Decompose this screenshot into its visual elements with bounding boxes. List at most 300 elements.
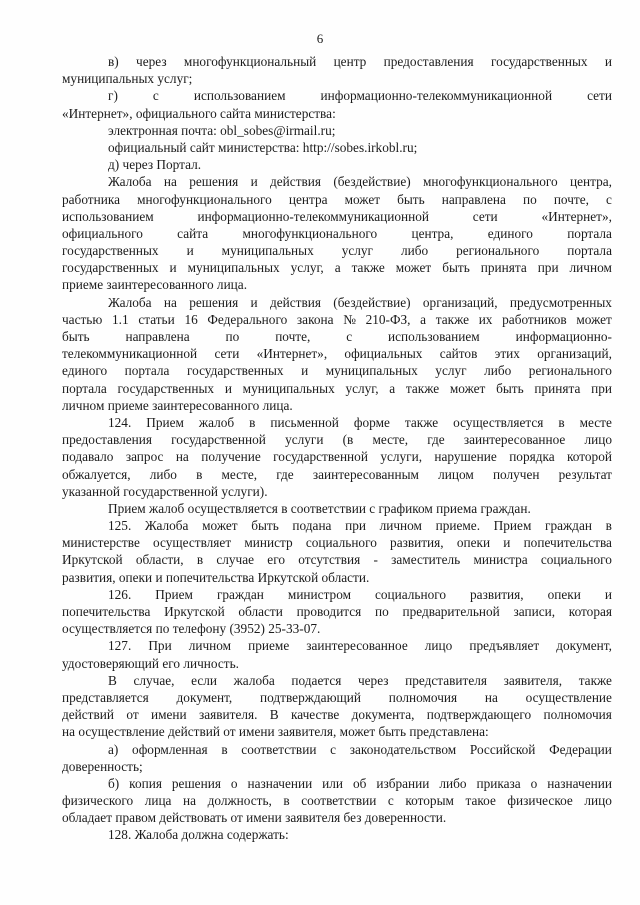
word: при	[591, 380, 612, 396]
text-line	[62, 517, 612, 534]
word: также	[404, 414, 439, 430]
word: а	[420, 311, 427, 327]
word: с	[152, 88, 159, 104]
word: заинтересованным	[312, 466, 419, 482]
word: случае	[216, 552, 255, 568]
word: Прием	[155, 586, 193, 602]
word: Федерального	[207, 311, 288, 327]
word: документа,	[351, 707, 415, 723]
word: действия	[270, 174, 322, 190]
word: случае,	[133, 672, 175, 688]
word: с	[387, 793, 394, 809]
word: через	[357, 672, 389, 688]
word: физическое	[507, 793, 573, 809]
word: при	[537, 260, 559, 276]
word: официального	[62, 225, 143, 241]
word: приказа	[476, 775, 521, 791]
text-line	[62, 311, 612, 328]
word: оформленная	[132, 741, 208, 757]
text-line: «Интернет», официального сайта министерства:	[62, 105, 336, 121]
word: Федерации	[549, 741, 612, 757]
word: министра	[473, 552, 528, 568]
word: на	[175, 449, 189, 465]
text-line: официальный сайт министерства: http://sobes.irkobl.ru;	[108, 139, 418, 155]
text-line	[62, 672, 612, 689]
word: единого	[62, 363, 108, 379]
word: в	[283, 793, 290, 809]
word: предоставления	[62, 432, 153, 448]
text-line: доверенность;	[62, 758, 143, 774]
text-line	[62, 551, 612, 568]
text-line: удостоверяющий его личность.	[62, 655, 239, 671]
word: с	[330, 741, 337, 757]
word: портала	[124, 363, 170, 379]
document-body	[62, 53, 612, 844]
word: работника	[62, 191, 120, 207]
word: многофункциональный	[183, 54, 317, 69]
word: государственных	[186, 363, 284, 379]
word: в)	[108, 54, 119, 69]
word: заявителя,	[503, 672, 563, 688]
word: развития,	[470, 586, 524, 602]
word: порядка	[509, 449, 555, 465]
word: быть	[496, 380, 524, 396]
text-line	[62, 448, 612, 465]
word: о	[230, 775, 238, 791]
word: такое	[465, 793, 496, 809]
word: использованием	[62, 208, 154, 224]
word: соответствии	[241, 741, 317, 757]
word: и	[250, 294, 258, 310]
word: 126.	[108, 586, 132, 602]
word: 16	[184, 311, 198, 327]
word: сайта	[177, 225, 209, 241]
word: социального	[305, 535, 377, 551]
word: многофункционального	[137, 191, 272, 207]
word: Жалоба	[144, 518, 189, 534]
word: статьи	[138, 311, 175, 327]
word: и	[250, 174, 258, 190]
word: приеме.	[435, 518, 481, 534]
word: центра,	[411, 225, 454, 241]
word: которая	[568, 604, 612, 619]
word: приеме	[248, 638, 290, 654]
word: представителя	[405, 672, 488, 688]
word: личном	[569, 260, 612, 276]
word: полномочия	[388, 689, 458, 705]
word: (в	[342, 432, 354, 448]
word: и	[604, 586, 612, 602]
word: информационно-телекоммуникационной	[197, 208, 429, 224]
word: многофункционального	[242, 225, 378, 241]
word: физического	[62, 793, 134, 809]
text-line	[62, 792, 612, 809]
word: предъявляет	[469, 638, 540, 654]
word: области	[238, 604, 283, 619]
word: которым	[405, 793, 454, 809]
word: государственных	[62, 243, 159, 259]
word: месте,	[221, 466, 258, 482]
word: работников	[502, 311, 567, 327]
word: имени	[150, 707, 187, 723]
word: документ,	[556, 638, 612, 654]
word: почте,	[275, 329, 311, 344]
word: а)	[108, 741, 119, 757]
word: по	[375, 604, 389, 619]
text-line	[62, 706, 612, 723]
word: использованием	[193, 88, 286, 104]
word: и	[169, 260, 177, 276]
text-line	[62, 87, 612, 104]
text-line	[62, 259, 612, 276]
text-line	[62, 431, 612, 448]
word: может	[576, 311, 612, 327]
word: предварительной	[402, 604, 500, 619]
text-line	[62, 53, 612, 70]
word: подается	[291, 672, 342, 688]
word: многофункционального	[422, 174, 558, 190]
word: заинтересованное	[463, 432, 566, 448]
word: 127.	[108, 638, 132, 654]
word: о	[530, 775, 538, 791]
word: социального	[540, 552, 612, 568]
word: сети	[587, 88, 612, 104]
word: услуг	[341, 243, 373, 259]
word: также	[351, 260, 385, 276]
word: назначении	[547, 775, 612, 791]
word: лицом	[438, 466, 474, 482]
word: г)	[108, 88, 118, 104]
word: на	[163, 294, 177, 310]
word: получен	[492, 466, 540, 482]
word: Иркутской	[62, 552, 123, 568]
word: частью	[62, 311, 103, 327]
word: через	[136, 54, 167, 69]
word: действий	[62, 707, 115, 723]
word: с	[346, 329, 353, 344]
word: либо	[439, 775, 467, 791]
word: также	[578, 672, 612, 688]
word: по	[225, 329, 240, 344]
word: государственной	[273, 449, 368, 465]
word: попечительства	[62, 604, 151, 619]
word: запрос	[125, 449, 164, 465]
text-line: приеме заинтересованного лица.	[62, 277, 248, 293]
text-line	[62, 775, 612, 792]
word: единого	[487, 225, 533, 241]
word: б)	[108, 775, 120, 791]
word: услуг,	[345, 380, 379, 396]
word: лицо	[584, 793, 612, 809]
word: обжалуется,	[62, 466, 131, 482]
text-line	[62, 208, 612, 225]
word: может	[202, 518, 238, 534]
word: либо	[400, 243, 429, 259]
word: проводится	[296, 604, 362, 619]
word: муниципальных	[187, 260, 280, 276]
word: документ,	[176, 689, 233, 705]
word: «Интернет»,	[541, 208, 612, 224]
word: организаций,	[422, 294, 498, 310]
word: 125.	[108, 518, 132, 534]
word: портала	[567, 243, 612, 259]
word: граждан	[216, 586, 264, 602]
word: Иркутской	[164, 604, 225, 619]
page-number: 6	[316, 31, 324, 46]
word: и	[604, 54, 612, 69]
word: законодательством	[349, 741, 457, 757]
word: 124.	[108, 414, 132, 430]
word: или	[322, 775, 344, 791]
word: назначении	[247, 775, 313, 791]
word: на	[484, 689, 498, 705]
word: форме	[353, 414, 390, 430]
word: закона	[296, 311, 334, 327]
word: их	[478, 311, 493, 327]
word: услуги	[285, 432, 324, 448]
word: может	[449, 380, 486, 396]
text-line: указанной государственной услуги).	[62, 483, 268, 499]
word: осуществляется	[453, 414, 544, 430]
word: услуг	[435, 363, 467, 379]
word: может	[395, 260, 432, 276]
word: государственной	[171, 432, 266, 448]
text-line: осуществляется по телефону (3952) 25-33-07.	[62, 621, 321, 637]
text-line: 128. Жалоба должна содержать:	[108, 827, 289, 843]
text-line	[62, 191, 612, 208]
word: опеки	[456, 535, 491, 551]
word: при	[345, 518, 366, 534]
text-line: электронная почта: obl_sobes@irmail.ru;	[108, 122, 336, 138]
word: на	[163, 174, 177, 190]
word: муниципальных	[221, 243, 314, 259]
word: а	[334, 260, 341, 276]
text-line: развития, опеки и попечительства Иркутской области.	[62, 569, 370, 585]
text-line: Прием жалоб осуществляется в соответствии с графиком приема граждан.	[108, 500, 531, 516]
word: быть	[442, 260, 470, 276]
word: официальных	[344, 346, 423, 362]
text-line	[62, 294, 612, 311]
word: об	[352, 775, 367, 791]
word: попечительства	[523, 535, 612, 551]
word: использованием	[388, 329, 480, 344]
word: где	[276, 466, 294, 482]
text-line	[62, 345, 612, 362]
text-line: муниципальных услуг;	[62, 71, 193, 87]
text-line	[62, 414, 612, 431]
word: сети	[214, 346, 240, 362]
word: и	[301, 363, 309, 379]
word: №	[343, 311, 356, 327]
word: и	[503, 535, 511, 551]
word: представляется	[62, 689, 149, 705]
text-line	[62, 466, 612, 483]
word: в	[558, 414, 565, 430]
word: подана	[292, 518, 332, 534]
word: с	[606, 191, 612, 207]
word: предусмотренных	[509, 294, 612, 310]
word: быть	[62, 329, 90, 344]
word: этих	[494, 346, 520, 362]
word: центра	[288, 191, 328, 207]
word: может	[344, 191, 381, 207]
text-line: д) через Портал.	[108, 157, 202, 173]
word: либо	[149, 466, 177, 482]
text-line	[62, 380, 612, 397]
word: также	[435, 311, 469, 327]
word: получение	[201, 449, 261, 465]
word: услуги,	[380, 449, 423, 465]
word: личном	[188, 638, 232, 654]
word: регионального	[456, 243, 540, 259]
word: избрании	[376, 775, 430, 791]
word: и	[224, 380, 232, 396]
word: Жалоба	[108, 294, 152, 310]
word: подавало	[62, 449, 114, 465]
text-line: обладает правом действовать от имени заявителя без доверенности.	[62, 810, 447, 826]
word: в	[221, 741, 228, 757]
word: если	[191, 672, 217, 688]
word: решения	[189, 294, 239, 310]
word: сайтов	[439, 346, 478, 362]
text-line	[62, 637, 612, 654]
word: действия	[269, 294, 321, 310]
word: решения	[189, 174, 239, 190]
word: месте	[579, 414, 612, 430]
word: заместитель	[391, 552, 461, 568]
word: центра,	[570, 174, 612, 190]
word: социального	[375, 586, 447, 602]
word: осуществляет	[153, 535, 232, 551]
text-line	[62, 603, 612, 620]
word: 1.1	[112, 311, 129, 327]
word: (бездействие)	[333, 294, 411, 310]
word: в	[249, 414, 256, 430]
word: месте,	[372, 432, 409, 448]
word: министром	[287, 586, 352, 602]
word: в	[196, 552, 204, 568]
word: (бездействие)	[333, 174, 411, 190]
word: где	[427, 432, 445, 448]
text-line	[62, 328, 612, 345]
word: услуг,	[290, 260, 324, 276]
word: личном	[379, 518, 422, 534]
text-line	[62, 741, 612, 758]
word: В	[269, 707, 279, 723]
word: лицо	[584, 432, 612, 448]
word: центр	[333, 54, 367, 69]
word: заинтересованное	[306, 638, 408, 654]
word: муниципальных	[242, 380, 335, 396]
word: на	[183, 793, 197, 809]
word: подтверждающий	[260, 689, 361, 705]
text-line	[62, 242, 612, 259]
word: результат	[558, 466, 612, 482]
word: быть	[251, 518, 279, 534]
word: направлена	[125, 329, 190, 344]
word: отсутствия	[298, 552, 361, 568]
word: либо	[484, 363, 512, 379]
word: а	[389, 380, 396, 396]
word: в	[605, 518, 612, 534]
text-line	[62, 173, 612, 190]
word: от	[126, 707, 139, 723]
word: лица	[144, 793, 172, 809]
word: качестве	[290, 707, 340, 723]
word: муниципальных	[325, 363, 418, 379]
word: подтверждающего	[426, 707, 532, 723]
word: государственных	[117, 380, 215, 396]
text-line: на осуществление действий от имени заявителя, может быть представлена:	[62, 724, 489, 740]
word: записи,	[513, 604, 556, 619]
word: принята	[480, 260, 527, 276]
word: При	[148, 638, 172, 654]
word: государственных	[490, 54, 588, 69]
word: государственных	[62, 260, 159, 276]
word: информационно-	[515, 329, 612, 344]
word: которой	[567, 449, 612, 465]
word: министр	[244, 535, 293, 551]
word: -	[373, 552, 378, 568]
word: Прием	[493, 518, 532, 534]
word: «Интернет»,	[256, 346, 328, 362]
word: сети	[472, 208, 498, 224]
word: и	[186, 243, 194, 259]
word: Жалоба	[108, 174, 152, 190]
word: организаций,	[537, 346, 612, 362]
word: решения	[171, 775, 221, 791]
word: области,	[135, 552, 184, 568]
word: предоставления	[383, 54, 474, 69]
word: письменной	[270, 414, 339, 430]
word: лицо	[424, 638, 453, 654]
text-line	[62, 586, 612, 603]
word: по	[522, 191, 537, 207]
word: портала	[62, 380, 107, 396]
text-line	[62, 225, 612, 242]
word: полномочия	[543, 707, 612, 723]
word: также	[405, 380, 440, 396]
word: соответствии	[301, 793, 377, 809]
word: его	[267, 552, 285, 568]
text-line: личном приеме заинтересованного лица.	[62, 397, 293, 413]
word: в	[196, 466, 203, 482]
word: направлена	[441, 191, 506, 207]
word: нарушение	[434, 449, 497, 465]
text-line	[62, 534, 612, 551]
word: осуществление	[525, 689, 612, 705]
text-line	[62, 689, 612, 706]
word: жалоб	[198, 414, 235, 430]
word: телекоммуникационной	[62, 346, 198, 362]
word: заявителя.	[198, 707, 258, 723]
word: граждан	[544, 518, 592, 534]
word: копия	[129, 775, 162, 791]
word: министерстве	[62, 535, 140, 551]
word: В	[108, 672, 117, 688]
text-line	[62, 362, 612, 379]
word: портала	[567, 225, 612, 241]
word: 210-ФЗ,	[365, 311, 411, 327]
word: быть	[397, 191, 425, 207]
word: опеки	[547, 586, 581, 602]
word: регионального	[528, 363, 612, 379]
word: Российской	[469, 741, 536, 757]
word: должность,	[207, 793, 272, 809]
word: развития,	[390, 535, 444, 551]
word: почте,	[553, 191, 589, 207]
word: Прием	[146, 414, 184, 430]
